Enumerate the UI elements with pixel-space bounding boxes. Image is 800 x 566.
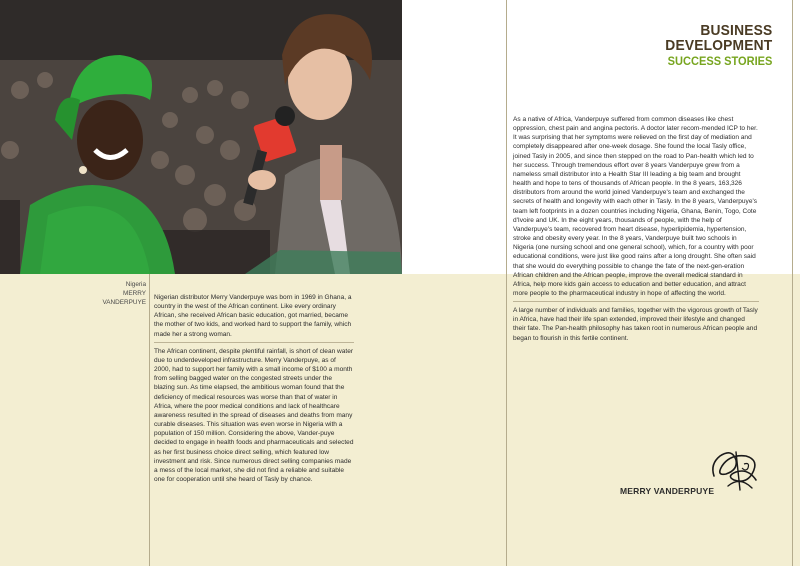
brand-subtitle: SUCCESS STORIES xyxy=(667,54,772,68)
interview-photo-illustration xyxy=(0,0,402,274)
signature-name: MERRY VANDERPUYE xyxy=(620,486,715,496)
column-divider-2 xyxy=(506,0,507,566)
interview-photo xyxy=(0,0,402,274)
column-divider-1 xyxy=(149,274,150,566)
brand-title-line2: DEVELOPMENT xyxy=(664,37,772,54)
left-paragraph-1: Nigerian distributor Merry Vanderpuye was born in 1969 in Ghana, a country in the west of the African continent. Like every ordinary African, she received African basic education, got married, became the mother of two kids, and worked hard to support the family, which made her a strong woman. xyxy=(154,293,354,343)
right-text-column xyxy=(513,115,759,350)
caption-location: Nigeria xyxy=(125,281,146,288)
right-paragraph-2: A large number of individuals and families, together with the vigorous growth of Tasly in Africa, have had their life span extended, improved their lifestyle and changed their fate. The Pan-health philosophy has taken root in numerous African people and began to flourish in this fertile continent. xyxy=(513,307,758,342)
photo-caption xyxy=(86,280,146,307)
right-paragraph-1: As a native of Africa, Vanderpuye suffered from common diseases like chest oppression, chest pain and angina pectoris. A doctor later recom-mended ICP to her. It was surprising that her symptoms were relieved on the first day of mediation and completely disappeared after one-week dosage. She found the local Tasly office, joined Tasly in 2005, and since then stepped on the road to Pan-health which led to her success. Through tremendous effort over 8 years Vanderpuye grew from a nameless small distributor into a Health Star III leading a big team and brought health and hope to tens of thousands of African people. In the 8 years, 163,326 distributors from around the world joined Vanderpuye's team and exchanged the secrets of health and longevity with each other in Tasly. In the 8 years, Vanderpuye's team left footprints in a dozen countries including Nigeria, Ghana, Benin, Togo, Cote d'Ivoire and UK. In the eight years, thousands of people, with the help of Vanderpuye's team, recovered from heart disease, hyperlipidemia, hypertension, stroke and obesity every year. In the 8 years, Vanderpuye built two schools in Nigeria (one nursing school and one general school), which, for a country with poor educational conditions, were just like good rains after a long drought. She often said that she would do everything possible to change the fate of the next-gen-eration African children and the African people, improve the overall medical standard in Africa, help more kids gain access to education and better education, and attract more people to the pharmaceutical industry in hope of affecting the world. xyxy=(513,115,759,302)
column-divider-3 xyxy=(792,0,793,566)
handwritten-signature-icon xyxy=(706,446,764,494)
brand-title-line1: BUSINESS xyxy=(699,22,772,39)
brand-block xyxy=(656,23,772,67)
left-paragraph-2: The African continent, despite plentiful rainfall, is short of clean water due to underdeveloped infrastructure. Merry Vanderpuye, as of 2000, had to support her family with a small income of $100 a month from selling bagged water on the congested streets under the blazing sun. As time elapsed, the ambitious woman found that the deficiency of medical resources was worse than that of water in Africa, where the poor medical conditions and lack of healthcare awareness resulted in the spread of diseases and deaths from many curable diseases. This situation was even worse in Nigeria with a population of 150 million. Considering the above, Vander-puye decided to engage in health foods and pharmaceuticals and selected as her first business choice direct selling, which featured low investment and risk. Since numerous direct selling companies made a mess of the local market, she did not find a reliable and suitable one for cooperation until she heard of Tasly by chance. xyxy=(154,347,354,483)
caption-name: MERRY VANDERPUYE xyxy=(102,290,146,306)
left-text-column xyxy=(154,293,354,491)
